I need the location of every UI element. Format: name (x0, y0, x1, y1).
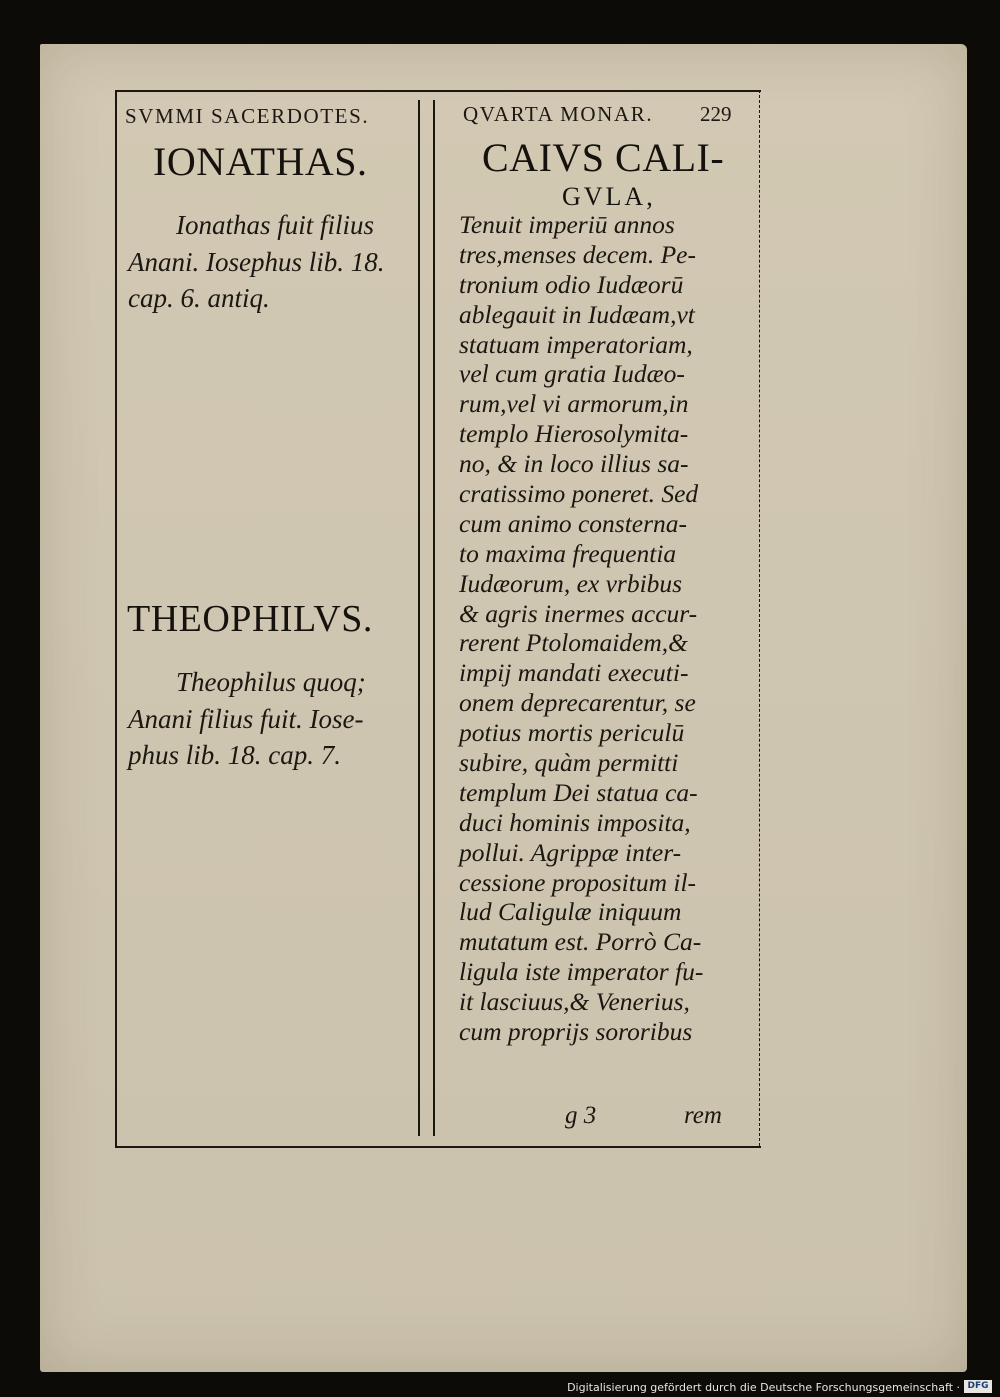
text-line: potius mortis periculū (459, 718, 685, 748)
text-line: rum,vel vi armorum,in (459, 389, 689, 419)
catchword: rem (684, 1102, 722, 1129)
text-line: cessione propositum il- (459, 867, 697, 897)
section-text-ionathas (128, 207, 385, 317)
text-line: no, & in loco illius sa- (459, 449, 689, 479)
digitization-credit: Digitalisierung gefördert durch die Deutsche Forschungsgemeinschaft · (567, 1381, 960, 1394)
text-line: impij mandati executi- (459, 658, 689, 688)
text-line: Theophilus quoq; (176, 667, 366, 697)
section-title-ionathas: IONATHAS. (153, 139, 368, 184)
signature-mark: g 3 (565, 1102, 597, 1129)
section-text-theophilus (128, 664, 366, 774)
text-line: lud Caligulæ iniquum (459, 897, 682, 927)
text-line: pollui. Agrippæ inter- (459, 837, 682, 867)
text-line: cum proprijs sororibus (459, 1017, 693, 1047)
text-line: Anani. Iosephus lib. 18. (128, 246, 385, 277)
frame-right-rule (759, 90, 760, 1146)
frame-left-rule (115, 90, 117, 1146)
column-divider-rule-1 (418, 100, 420, 1136)
text-line: templum Dei statua ca- (459, 777, 698, 807)
section-title-caius-line2: GVLA, (562, 182, 656, 211)
text-line: statuam imperatoriam, (459, 329, 693, 359)
text-line: onem deprecarentur, se (459, 688, 696, 718)
text-line: Tenuit imperiū annos (459, 210, 675, 239)
text-line: subire, quàm permitti (459, 748, 679, 778)
page-number: 229 (700, 102, 732, 126)
text-line: ligula iste imperator fu- (459, 957, 704, 987)
text-line: phus lib. 18. cap. 7. (128, 740, 341, 770)
text-line: Iudæorum, ex vrbibus (459, 568, 683, 598)
text-line: cum animo consterna- (459, 508, 688, 538)
text-line: mutatum est. Porrò Ca- (459, 927, 702, 957)
text-line: tres,menses decem. Pe- (459, 239, 696, 269)
text-line: ablegauit in Iudæam,vt (459, 299, 695, 329)
text-line: Anani filius fuit. Iose- (128, 703, 364, 734)
running-head-left: SVMMI SACERDOTES. (125, 104, 370, 128)
text-line: to maxima frequentia (459, 538, 677, 568)
text-line: vel cum gratia Iudæo- (459, 359, 685, 389)
section-text-caius (459, 210, 703, 1047)
section-title-theophilus: THEOPHILVS. (127, 598, 373, 640)
text-line: cap. 6. antiq. (128, 283, 270, 313)
column-divider-rule-2 (433, 100, 435, 1136)
dfg-logo-icon: DFG (964, 1380, 992, 1393)
text-line: & agris inermes accur- (459, 598, 698, 628)
text-line: it lasciuus,& Venerius, (459, 987, 690, 1017)
text-line: cratissimo poneret. Sed (459, 479, 699, 509)
section-title-caius-line1: CAIVS CALI- (482, 135, 725, 180)
text-line: tronium odio Iudæorū (459, 269, 684, 299)
running-head-right: QVARTA MONAR. (463, 102, 654, 126)
text-line: rerent Ptolomaidem,& (459, 628, 688, 658)
text-line: duci hominis imposita, (459, 807, 691, 837)
text-line: templo Hierosolymita- (459, 419, 689, 449)
text-line: Ionathas fuit filius (176, 210, 375, 240)
